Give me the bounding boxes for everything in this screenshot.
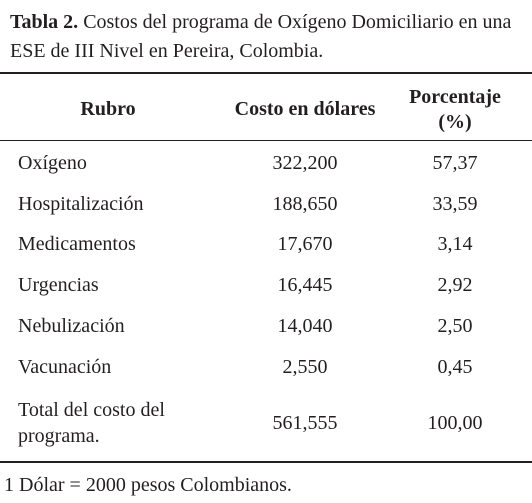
row-porcentaje: 57,37 bbox=[432, 152, 478, 174]
total-rubro-line1: Total del costo del bbox=[18, 399, 165, 421]
total-costo: 561,555 bbox=[272, 412, 338, 434]
header-rule bbox=[0, 140, 532, 141]
header-rubro: Rubro bbox=[80, 98, 136, 120]
row-rubro: Medicamentos bbox=[18, 233, 136, 255]
row-rubro: Oxígeno bbox=[18, 152, 87, 174]
row-porcentaje: 3,14 bbox=[437, 233, 473, 255]
footnote: 1 Dólar = 2000 pesos Colombianos. bbox=[4, 474, 292, 496]
table-title: Costos del programa de Oxígeno Domiciliario en una ESE de III Nivel en Pereira, Colombia. bbox=[10, 11, 512, 62]
bottom-rule bbox=[0, 461, 532, 463]
row-porcentaje: 0,45 bbox=[437, 356, 473, 378]
top-rule bbox=[0, 72, 532, 74]
row-costo: 16,445 bbox=[277, 274, 333, 296]
row-costo: 17,670 bbox=[277, 233, 333, 255]
header-porcentaje-line2: (%) bbox=[438, 111, 472, 133]
header-porcentaje-line1: Porcentaje bbox=[409, 86, 501, 108]
row-costo: 14,040 bbox=[277, 315, 333, 337]
row-rubro: Nebulización bbox=[18, 315, 125, 337]
row-costo: 2,550 bbox=[282, 356, 328, 378]
row-rubro: Vacunación bbox=[18, 356, 112, 378]
row-rubro: Urgencias bbox=[18, 274, 99, 296]
table-caption bbox=[10, 8, 526, 66]
table-number: Tabla 2. bbox=[10, 11, 79, 33]
row-porcentaje: 2,50 bbox=[437, 315, 473, 337]
header-costo: Costo en dólares bbox=[234, 98, 376, 120]
total-porcentaje: 100,00 bbox=[427, 412, 483, 434]
row-costo: 188,650 bbox=[272, 193, 338, 215]
row-porcentaje: 2,92 bbox=[437, 274, 473, 296]
total-rubro-line2: programa. bbox=[18, 425, 100, 447]
row-porcentaje: 33,59 bbox=[432, 193, 478, 215]
row-costo: 322,200 bbox=[272, 152, 338, 174]
row-rubro: Hospitalización bbox=[18, 193, 144, 215]
